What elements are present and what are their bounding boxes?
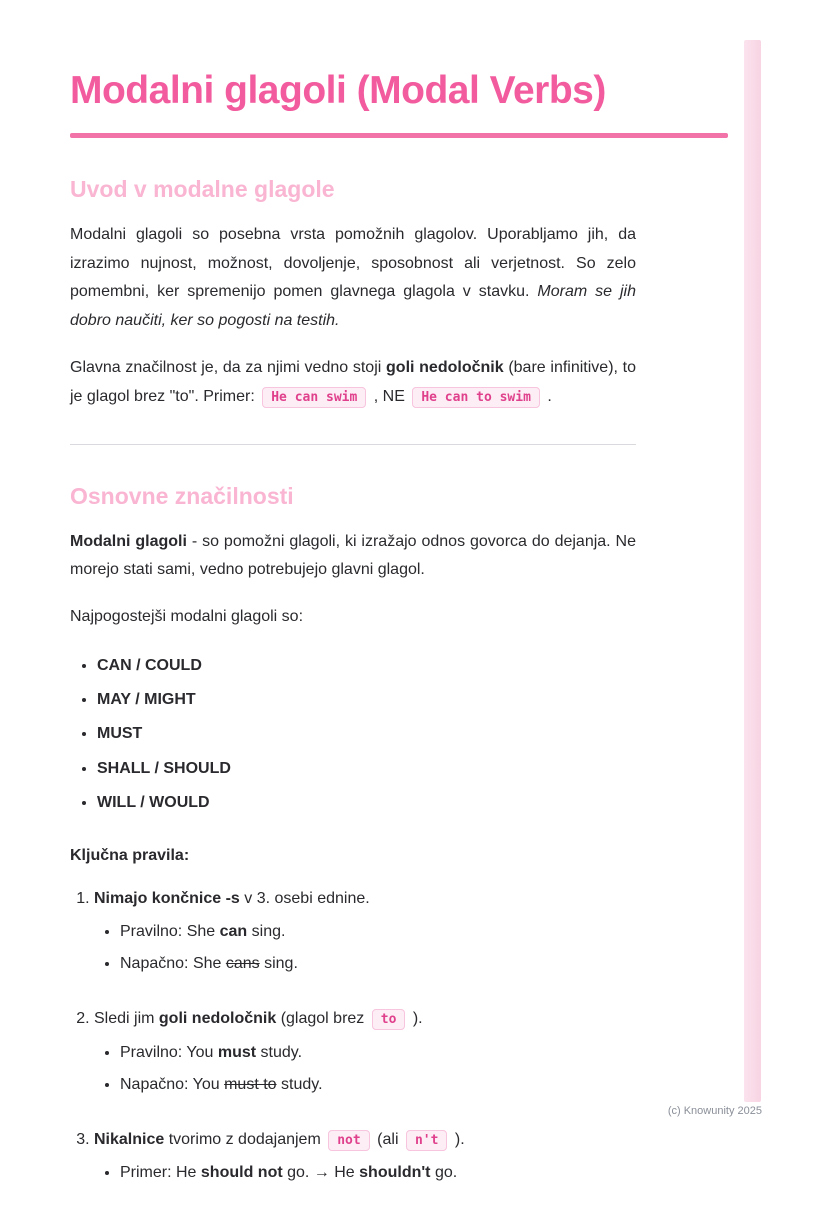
section-heading-basics: Osnovne značilnosti	[70, 482, 294, 509]
page-edge-decoration	[744, 40, 761, 1102]
text-segment: go. → He	[282, 1164, 360, 1182]
list-item: • SHALL / SHOULD	[97, 755, 636, 782]
page-title: Modalni glagoli (Modal Verbs)	[70, 69, 606, 112]
text-segment: Primer: He	[120, 1164, 201, 1182]
section-heading-intro: Uvod v modalne glagole	[70, 175, 335, 202]
rule-item	[94, 1005, 636, 1098]
text-segment: Napačno: She	[120, 955, 226, 973]
rule-examples-list	[94, 1159, 636, 1186]
basics-paragraph-1	[70, 528, 636, 586]
text-segment: should not	[200, 1164, 283, 1182]
text-segment: sing.	[247, 922, 286, 940]
text-segment: Najpogostejši modalni glagoli so:	[70, 608, 304, 626]
document-content	[70, 56, 730, 1214]
text-segment: Glavna značilnost je, da za njimi vedno stoji	[70, 359, 387, 377]
strikethrough-text: must to	[224, 1075, 277, 1093]
text-segment: ).	[450, 1130, 465, 1148]
list-item: • CAN / COULD	[97, 652, 636, 679]
intro-paragraph-1	[70, 221, 636, 336]
text-segment: Pravilno: You	[120, 1043, 218, 1061]
text-segment: can	[219, 922, 248, 940]
text-segment: go.	[430, 1164, 458, 1182]
code-chip: He can swim	[262, 387, 366, 408]
text-segment: tvorimo z dodajanjem	[164, 1130, 326, 1148]
basics-paragraph-2	[70, 603, 636, 632]
list-item: • MAY / MIGHT	[97, 686, 636, 713]
list-item: • MUST	[97, 720, 636, 747]
modal-verbs-list	[70, 652, 636, 816]
text-segment: Pravilno: She	[120, 922, 220, 940]
text-segment: (bare infinitive), to je glagol brez "to". Primer:	[70, 359, 637, 405]
rule-item	[94, 1126, 636, 1186]
text-segment: must	[217, 1043, 257, 1061]
text-segment: .	[542, 387, 552, 405]
rule-example	[120, 918, 636, 945]
text-segment: Nikalnice	[94, 1130, 165, 1148]
text-segment: Sledi jim	[94, 1010, 159, 1028]
section-intro	[70, 176, 730, 412]
rule-example	[120, 1071, 636, 1098]
text-segment: (glagol brez	[276, 1010, 369, 1028]
rule-examples-list	[94, 918, 636, 977]
text-segment: goli nedoločnik	[386, 359, 504, 377]
text-segment: shouldn't	[359, 1164, 431, 1182]
section-basics	[70, 483, 730, 1187]
text-segment: Napačno: You	[120, 1075, 225, 1093]
text-segment: Ključna pravila:	[70, 847, 190, 864]
section-divider	[70, 444, 636, 445]
rule-example	[120, 1039, 636, 1066]
code-chip: to	[372, 1009, 406, 1030]
text-segment: goli nedoločnik	[158, 1010, 277, 1028]
footer-copyright: (c) Knowunity 2025	[667, 1105, 762, 1117]
list-item: • WILL / WOULD	[97, 789, 636, 816]
key-rules-label	[70, 842, 636, 871]
text-segment: (ali	[372, 1130, 403, 1148]
text-segment: study.	[256, 1043, 303, 1061]
rule-example	[120, 950, 636, 977]
rule-item	[94, 885, 636, 978]
title-underline	[70, 133, 728, 138]
code-chip: He can to swim	[412, 387, 540, 408]
code-chip: n't	[406, 1130, 447, 1151]
key-rules-list	[70, 885, 636, 1187]
text-segment: v 3. osebi ednine.	[239, 889, 370, 907]
text-segment: - so pomožni glagoli, ki izražajo odnos govorca do dejanja. Ne morejo stati sami, vedno potrebujejo glavni glagol.	[70, 532, 636, 579]
text-segment: Nimajo končnice -s	[94, 889, 240, 907]
code-chip: not	[328, 1130, 369, 1151]
text-segment: ).	[408, 1010, 423, 1028]
text-segment: , NE	[369, 387, 410, 405]
text-segment: study.	[276, 1075, 323, 1093]
rule-example	[120, 1159, 636, 1186]
rule-examples-list	[94, 1039, 636, 1098]
text-segment: Modalni glagoli	[70, 532, 187, 550]
text-segment: sing.	[259, 955, 298, 973]
text-segment: Modalni glagoli so posebna vrsta pomožnih glagolov. Uporabljamo jih, da izrazimo nujnost, možnost, dovoljenje, sposobnost ali verjetnost. So zelo pomembni, ker spremenijo pomen glavnega glagola v stavku.	[70, 225, 636, 301]
text-segment: Moram se jih dobro naučiti, ker so pogosti na testih.	[70, 283, 636, 330]
strikethrough-text: cans	[225, 955, 260, 973]
intro-paragraph-2	[70, 354, 636, 412]
